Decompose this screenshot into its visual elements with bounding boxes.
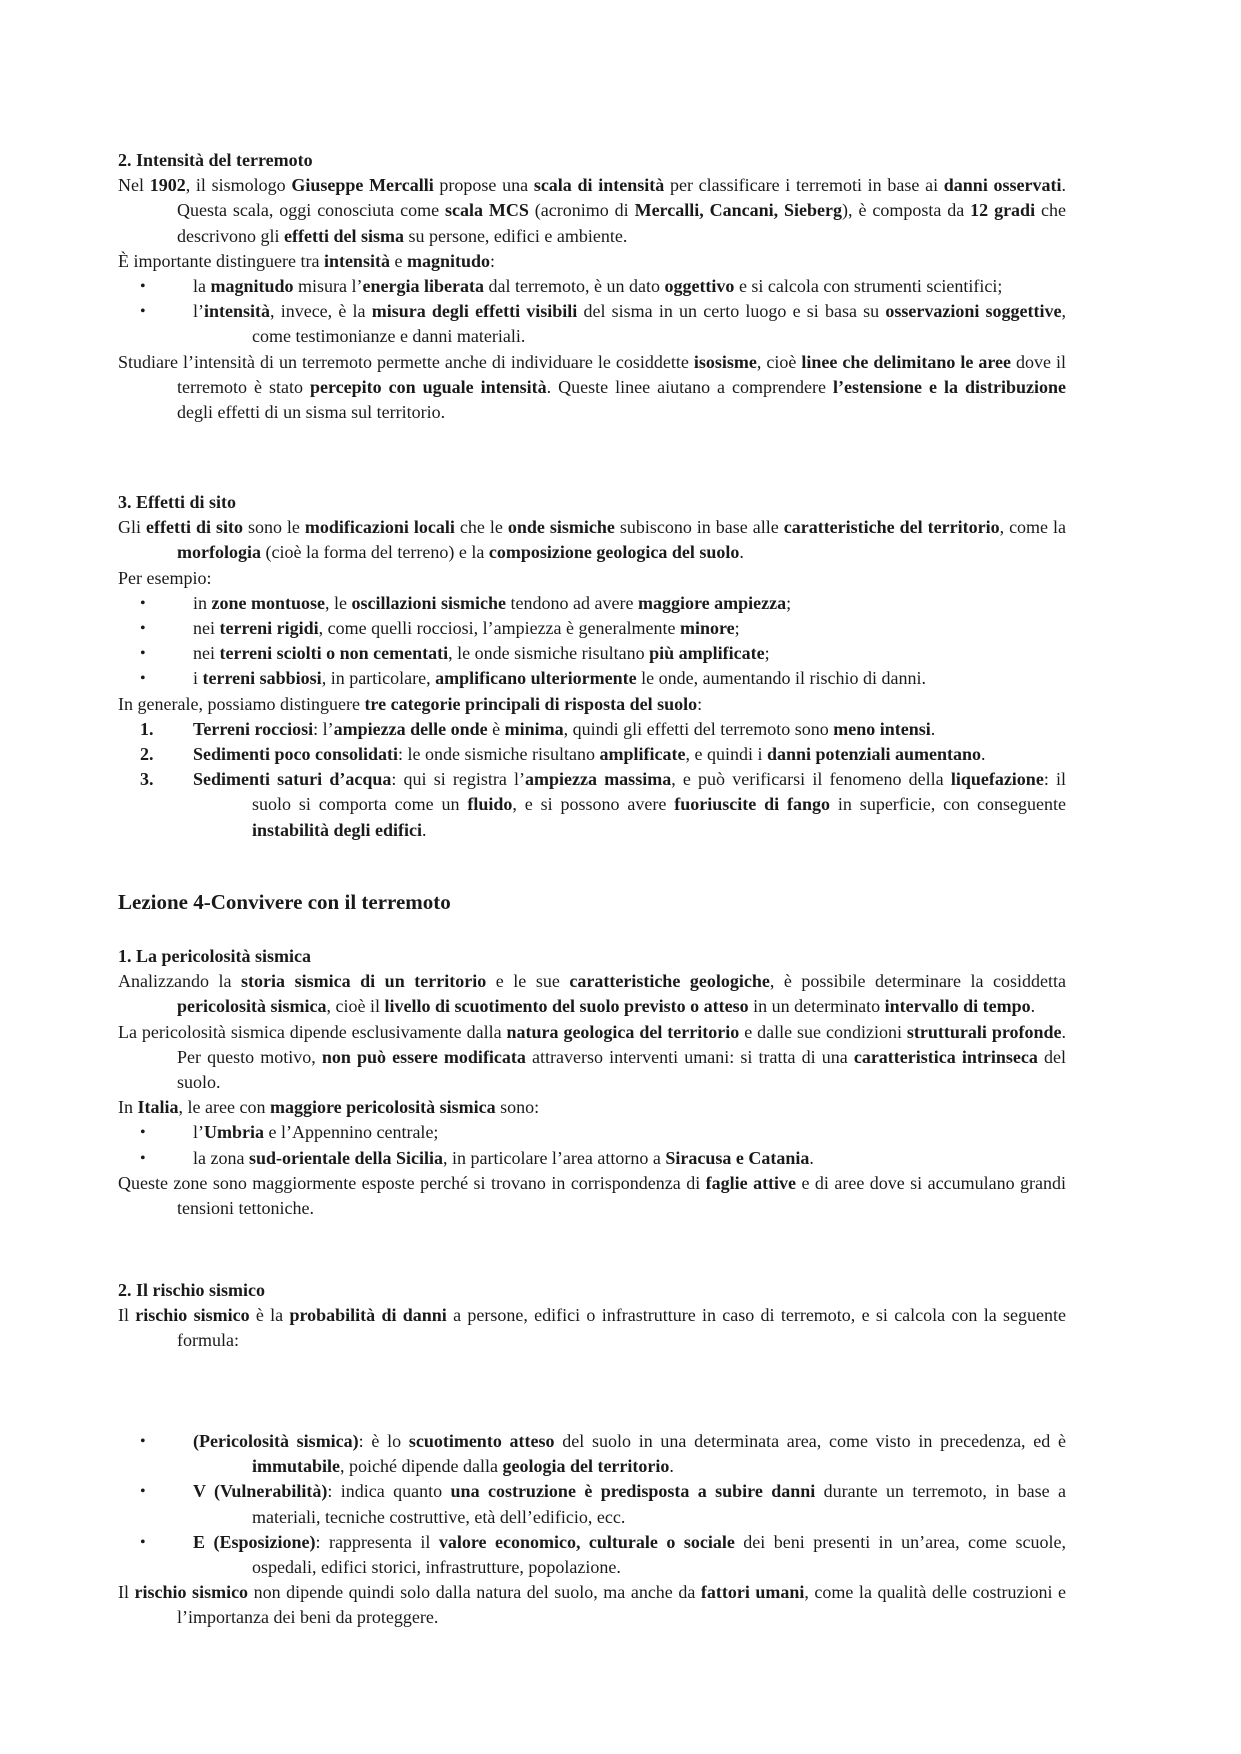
text-run: : xyxy=(697,693,703,714)
text-run: . xyxy=(809,1147,814,1168)
bold-text: fluido xyxy=(467,794,513,815)
list-item xyxy=(118,717,1066,742)
text-run: : xyxy=(489,250,495,271)
text-run: , cioè xyxy=(756,351,802,372)
text-run: , è possibile determinare la cosiddetta xyxy=(769,971,1066,992)
bold-text: 1902 xyxy=(149,175,186,196)
text-run: (cioè la forma del terreno) e la xyxy=(260,542,489,563)
text-run: è xyxy=(487,718,505,739)
bold-text: magnitudo xyxy=(210,276,294,297)
bold-text: Mercalli, Cancani, Sieberg xyxy=(634,200,843,221)
text-run: . xyxy=(422,819,427,840)
text-run: ; xyxy=(764,643,770,664)
bold-text: una costruzione è predisposta a subire danni xyxy=(450,1481,816,1502)
bold-text: V (Vulnerabilità) xyxy=(193,1481,328,1502)
bold-text: modificazioni locali xyxy=(304,517,455,538)
text-run: Gli xyxy=(118,517,146,538)
paragraph xyxy=(118,1020,1066,1096)
bold-text: Siracusa e Catania xyxy=(665,1147,810,1168)
section-heading: 2. Intensità del terremoto xyxy=(118,150,313,170)
bold-text: scala di intensità xyxy=(533,175,665,196)
text-run: e le sue xyxy=(486,971,570,992)
list-item-text xyxy=(193,1122,438,1142)
bold-text: caratteristica intrinseca xyxy=(853,1046,1038,1067)
text-run: Il xyxy=(118,1305,136,1326)
bold-text: (Pericolosità sismica) xyxy=(193,1431,359,1451)
text-run: sono le xyxy=(242,517,305,538)
paragraph xyxy=(118,692,1066,717)
lesson-title: Lezione 4-Convivere con il terremoto xyxy=(118,890,451,914)
text-run: . xyxy=(981,744,986,765)
bold-text: Terreni rocciosi xyxy=(193,718,314,739)
text-run: sono: xyxy=(495,1097,540,1118)
bold-text: valore economico, culturale o sociale xyxy=(438,1531,735,1552)
bold-text: scala MCS xyxy=(444,200,529,221)
bold-text: composizione geologica del suolo xyxy=(488,542,740,563)
bold-text: effetti di sito xyxy=(146,517,243,538)
text-run: : il suolo si comporta come un xyxy=(252,769,1066,815)
bold-text: caratteristiche geologiche xyxy=(569,971,770,992)
text-run: ; xyxy=(786,592,792,613)
text-run: , in particolare l’area attorno a xyxy=(442,1147,666,1168)
section-intensity xyxy=(118,148,1066,425)
bold-text: osservazioni soggettive xyxy=(885,301,1062,322)
section-heading: 2. Il rischio sismico xyxy=(118,1280,265,1300)
list-item xyxy=(118,299,1066,349)
bold-text: l’estensione e la distribuzione xyxy=(833,376,1066,397)
text-run: su persone, edifici e ambiente. xyxy=(403,225,628,246)
text-run: attraverso interventi umani: si tratta di una xyxy=(525,1046,854,1067)
text-run: , le xyxy=(325,592,352,613)
bold-text: fuoriuscite di fango xyxy=(674,794,831,815)
section-heading: 1. La pericolosità sismica xyxy=(118,946,311,966)
lesson-title-block xyxy=(118,888,1066,916)
list-item-text xyxy=(193,668,926,688)
section-site-effects xyxy=(118,490,1066,843)
bold-text: intervallo di tempo xyxy=(884,996,1031,1017)
text-run: Il xyxy=(118,1582,135,1603)
text-run: i xyxy=(193,668,203,689)
list-number: 1. xyxy=(140,718,154,739)
text-run: Nel xyxy=(118,175,150,196)
bold-text: probabilità di danni xyxy=(289,1305,447,1326)
text-run: : è lo xyxy=(358,1431,409,1451)
bold-text: percepito con uguale intensità xyxy=(309,376,547,397)
list-item xyxy=(118,616,1066,641)
bold-text: più amplificate xyxy=(649,643,765,664)
text-run: , come la qualità delle costruzioni e l’importanza dei beni da proteggere. xyxy=(177,1582,1066,1628)
text-run: misura l’ xyxy=(293,276,363,297)
text-run: In generale, possiamo distinguere xyxy=(118,693,365,714)
text-run: , le onde sismiche risultano xyxy=(448,643,650,664)
bold-text: rischio sismico xyxy=(135,1305,250,1326)
text-run: . xyxy=(1030,996,1036,1017)
text-run: ; xyxy=(734,618,740,639)
bullet-icon: • xyxy=(140,670,146,688)
bullet-list xyxy=(118,591,1066,692)
text-run: La pericolosità sismica dipende esclusivamente dalla xyxy=(118,1021,507,1042)
text-run: , e può verificarsi il fenomeno della xyxy=(671,769,951,790)
text-run: , quindi gli effetti del terremoto sono xyxy=(563,718,834,739)
text-run: durante un terremoto, in base a materiali, tecniche costruttive, età dell’edificio, ecc. xyxy=(252,1481,1066,1527)
list-item-text xyxy=(193,593,791,613)
bold-text: oggettivo xyxy=(664,276,735,297)
text-run: dove il terremoto è stato xyxy=(177,351,1066,397)
bold-text: intensità xyxy=(323,250,390,271)
list-item-text xyxy=(193,618,740,638)
bold-text: amplificate xyxy=(599,744,686,765)
bullet-icon: • xyxy=(140,1533,146,1551)
bold-text: tre categorie principali di risposta del suolo xyxy=(364,693,698,714)
bold-text: storia sismica di un territorio xyxy=(241,971,487,992)
bullet-icon: • xyxy=(140,1483,146,1501)
bold-text: onde sismiche xyxy=(507,517,615,538)
bullet-icon: • xyxy=(140,1433,146,1450)
bold-text: natura geologica del territorio xyxy=(506,1021,740,1042)
section-heading: 3. Effetti di sito xyxy=(118,492,236,512)
text-run: tendono ad avere xyxy=(506,592,638,613)
text-run: , invece, è la xyxy=(270,301,372,322)
section-seismic-hazard xyxy=(118,944,1066,1221)
bold-text: effetti del sisma xyxy=(283,225,404,246)
text-run: . xyxy=(739,542,744,563)
bold-text: rischio sismico xyxy=(134,1582,249,1603)
bold-text: maggiore ampiezza xyxy=(637,592,787,613)
bold-text: faglie attive xyxy=(705,1172,797,1193)
bullet-icon: • xyxy=(140,594,146,612)
text-run: ), è composta da xyxy=(842,200,971,221)
text-run: dal terremoto, è un dato xyxy=(484,276,665,297)
text-run: , come la xyxy=(999,517,1067,538)
bold-text: liquefazione xyxy=(950,769,1044,790)
bold-text: intensità xyxy=(204,301,271,322)
bold-text: misura degli effetti visibili xyxy=(371,301,578,322)
list-item-text xyxy=(193,643,770,663)
text-run: . Questa scala, oggi conosciuta come xyxy=(177,175,1067,221)
bold-text: energia liberata xyxy=(362,276,484,297)
text-run: e dalle sue condizioni xyxy=(739,1021,907,1042)
text-run: è la xyxy=(249,1305,290,1326)
bold-text: terreni rigidi xyxy=(219,618,319,639)
text-run: . Queste linee aiutano a comprendere xyxy=(546,376,833,397)
bold-text: caratteristiche del territorio xyxy=(783,517,1000,538)
list-item xyxy=(118,666,1066,691)
bold-text: Umbria xyxy=(204,1122,264,1143)
list-item xyxy=(118,1479,1066,1529)
text-run: e l’Appennino centrale; xyxy=(264,1122,439,1143)
text-run: le onde, aumentando il rischio di danni. xyxy=(636,668,927,689)
list-item-text xyxy=(193,1431,1066,1476)
text-run: È importante distinguere tra xyxy=(118,250,324,271)
paragraph xyxy=(118,1303,1066,1353)
list-item-text xyxy=(193,301,1066,346)
text-run: e xyxy=(389,250,407,271)
list-number: 2. xyxy=(140,744,154,765)
text-run: , e si possono avere xyxy=(512,794,675,815)
bold-text: isosisme xyxy=(693,351,757,372)
list-item-text xyxy=(193,1148,814,1168)
bullet-icon: • xyxy=(140,645,146,663)
list-number: 3. xyxy=(140,769,154,790)
list-item xyxy=(118,641,1066,666)
text-run: del sisma in un certo luogo e si basa su xyxy=(577,301,886,322)
bold-text: Giuseppe Mercalli xyxy=(291,175,434,196)
bullet-list xyxy=(118,1120,1066,1170)
paragraph xyxy=(118,1095,1066,1120)
bold-text: morfologia xyxy=(177,542,261,563)
list-item xyxy=(118,767,1066,843)
bold-text: magnitudo xyxy=(406,250,490,271)
bold-text: danni osservati xyxy=(943,175,1062,196)
text-run: : indica quanto xyxy=(327,1481,451,1502)
list-item xyxy=(118,1120,1066,1145)
bullet-list xyxy=(118,1429,1066,1580)
bullet-icon: • xyxy=(140,303,146,321)
list-item xyxy=(118,742,1066,767)
text-run: e di aree dove si accumulano grandi tensioni tettoniche. xyxy=(177,1172,1066,1219)
text-run: Analizzando la xyxy=(118,971,242,992)
text-run: . Per questo motivo, xyxy=(177,1021,1066,1067)
bold-text: minore xyxy=(679,618,735,639)
text-run: la xyxy=(193,276,211,297)
text-run: la zona xyxy=(193,1147,249,1168)
bold-text: terreni sciolti o non cementati xyxy=(219,643,449,664)
text-run: e si calcola con strumenti scientifici; xyxy=(734,276,1003,297)
bold-text: danni potenziali aumentano xyxy=(766,744,982,765)
bold-text: livello di scuotimento del suolo previsto o atteso xyxy=(384,996,749,1017)
paragraph xyxy=(118,1580,1066,1630)
text-run: del suolo in una determinata area, come visto in precedenza, ed è xyxy=(554,1431,1066,1451)
bullet-icon: • xyxy=(140,1149,146,1167)
bold-text: amplificano ulteriormente xyxy=(435,668,637,689)
text-run: del suolo. xyxy=(177,1046,1067,1093)
section-seismic-risk xyxy=(118,1278,1066,1354)
text-run: che le xyxy=(454,517,508,538)
text-run: , poiché dipende dalla xyxy=(340,1456,503,1477)
paragraph xyxy=(118,249,1066,274)
text-run: , cioè il xyxy=(326,996,385,1017)
text-run: . xyxy=(930,718,936,739)
text-run: . xyxy=(669,1456,674,1477)
text-run: in un determinato xyxy=(748,996,885,1017)
bold-text: immutabile xyxy=(252,1456,340,1477)
text-run: (acronimo di xyxy=(528,200,635,221)
list-item-text xyxy=(193,769,1066,839)
bold-text: maggiore pericolosità sismica xyxy=(269,1097,496,1118)
bold-text: fattori umani xyxy=(700,1582,805,1603)
paragraph xyxy=(118,515,1066,565)
text-run: propose una xyxy=(433,175,534,196)
text-run: nei xyxy=(193,618,220,639)
paragraph xyxy=(118,969,1066,1019)
text-run: l’ xyxy=(193,301,204,322)
text-run: in xyxy=(193,592,212,613)
bold-text: 12 gradi xyxy=(970,200,1036,221)
text-run: subiscono in base alle xyxy=(614,517,784,538)
text-run: Per esempio: xyxy=(118,567,212,588)
bullet-list xyxy=(118,274,1066,350)
text-run: per classificare i terremoti in base ai xyxy=(664,175,944,196)
text-run: : l’ xyxy=(313,718,334,739)
list-item-text xyxy=(193,1532,1066,1577)
bold-text: linee che delimitano le aree xyxy=(801,351,1011,372)
text-run: , in particolare, xyxy=(321,668,436,689)
bold-text: E (Esposizione) xyxy=(193,1531,316,1552)
bold-text: oscillazioni sismiche xyxy=(351,592,507,613)
list-item-text xyxy=(193,744,986,764)
list-item xyxy=(118,1146,1066,1171)
bold-text: geologia del territorio xyxy=(502,1456,670,1477)
text-run: nei xyxy=(193,643,220,664)
text-run: : le onde sismiche risultano xyxy=(398,744,600,765)
bold-text: instabilità degli edifici xyxy=(252,819,423,840)
paragraph xyxy=(118,350,1066,426)
paragraph xyxy=(118,173,1066,249)
text-run: a persone, edifici o infrastrutture in caso di terremoto, e si calcola con la seguente formula: xyxy=(177,1305,1066,1351)
text-run: non dipende quindi solo dalla natura del suolo, ma anche da xyxy=(248,1582,701,1603)
text-run: In xyxy=(118,1097,138,1118)
text-run: , e quindi i xyxy=(685,744,767,765)
bold-text: ampiezza delle onde xyxy=(333,718,488,739)
text-run: , le aree con xyxy=(178,1097,270,1118)
list-item-text xyxy=(193,1481,1066,1526)
bold-text: minima xyxy=(504,718,564,739)
list-item xyxy=(118,1530,1066,1580)
bullet-icon: • xyxy=(140,1124,146,1142)
bullet-icon: • xyxy=(140,278,146,296)
bold-text: Italia xyxy=(137,1097,179,1118)
list-item-text xyxy=(193,719,935,739)
bold-text: meno intensi xyxy=(833,718,931,739)
text-run: l’ xyxy=(193,1122,204,1143)
paragraph xyxy=(118,1171,1066,1221)
bold-text: sud-orientale della Sicilia xyxy=(248,1147,443,1168)
bold-text: zone montuose xyxy=(211,592,326,613)
text-run: , il sismologo xyxy=(185,175,292,196)
text-run: , come quelli rocciosi, l’ampiezza è generalmente xyxy=(318,618,680,639)
bold-text: pericolosità sismica xyxy=(177,996,327,1017)
section-seismic-risk-factors xyxy=(118,1429,1066,1631)
bold-text: Sedimenti poco consolidati xyxy=(193,744,399,765)
text-run: che descrivono gli xyxy=(177,200,1066,246)
text-run: dei beni presenti in un’area, come scuole, ospedali, edifici storici, infrastrutture, popolazione. xyxy=(252,1531,1066,1578)
bold-text: ampiezza massima xyxy=(525,769,672,790)
bold-text: terreni sabbiosi xyxy=(202,668,322,689)
list-item xyxy=(118,1429,1066,1479)
list-item xyxy=(118,591,1066,616)
text-run: : rappresenta il xyxy=(315,1531,439,1552)
text-run: Queste zone sono maggiormente esposte perché si trovano in corrispondenza di xyxy=(118,1172,706,1193)
text-run: degli effetti di un sisma sul territorio. xyxy=(177,402,446,423)
bold-text: non può essere modificata xyxy=(321,1046,526,1067)
list-item xyxy=(118,274,1066,299)
bullet-icon: • xyxy=(140,620,146,638)
bold-text: scuotimento atteso xyxy=(408,1431,555,1451)
text-run: Studiare l’intensità di un terremoto permette anche di individuare le cosiddette xyxy=(118,351,694,372)
text-run: , come testimonianze e danni materiali. xyxy=(252,301,1067,347)
numbered-list xyxy=(118,717,1066,843)
text-run: : qui si registra l’ xyxy=(391,769,526,790)
bold-text: Sedimenti saturi d’acqua xyxy=(193,769,392,790)
list-item-text xyxy=(193,276,1002,296)
paragraph xyxy=(118,566,1066,591)
bold-text: strutturali profonde xyxy=(906,1021,1062,1042)
text-run: in superficie, con conseguente xyxy=(830,794,1066,815)
